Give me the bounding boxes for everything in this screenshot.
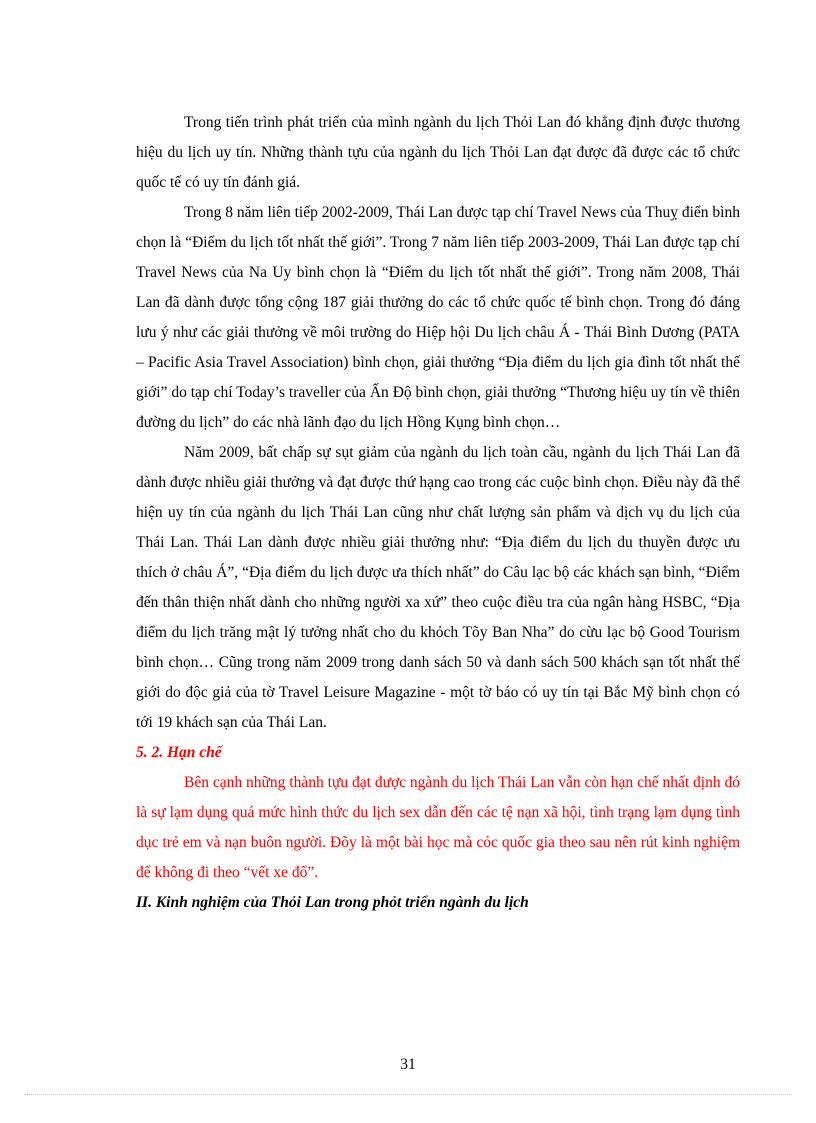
- paragraph-awards-2002-2009: Trong 8 năm liên tiếp 2002-2009, Thái Lan được tạp chí Travel News của Thuỵ điển bình chọn là “Điểm du lịch tốt nhất thế giới”. Trong 7 năm liên tiếp 2003-2009, Thái Lan được tạp chí Travel News của Na Uy bình chọn là “Điểm du lịch tốt nhất thế giới”. Trong năm 2008, Thái Lan đã dành được tổng cộng 187 giải thưởng do các tổ chức quốc tế bình chọn. Trong đó đáng lưu ý như các giải thưởng về môi trường do Hiệp hội Du lịch châu Á - Thái Bình Dương (PATA – Pacific Asia Travel Association) bình chọn, giải thưởng “Địa điểm du lịch gia đình tốt nhất thế giới” do tạp chí Today’s traveller của Ấn Độ bình chọn, giải thưởng “Thương hiệu uy tín về thiên đường du lịch” do các nhà lãnh đạo du lịch Hồng Kụng bình chọn…: [136, 204, 740, 431]
- paragraph-limitations: Bên cạnh những thành tựu đạt được ngành du lịch Thái Lan vẫn còn hạn chế nhất định đó là sự lạm dụng quá mức hình thức du lịch sex dẫn đến các tệ nạn xã hội, tình trạng lạm dụng tình dục trẻ em và nạn buôn người. Đõy là một bài học mà cỏc quốc gia theo sau nên rút kinh nghiệm để không đi theo “vết xe đổ”.: [136, 774, 740, 881]
- paragraph-brand-reputation: Trong tiến trình phát triển của mình ngành du lịch Thỏi Lan đó khẳng định được thương hiệu du lịch uy tín. Những thành tựu của ngành du lịch Thỏi Lan đạt được đã được các tổ chức quốc tế có uy tín đánh giá.: [136, 114, 740, 191]
- paragraph-awards-2009: Năm 2009, bất chấp sự sụt giảm của ngành du lịch toàn cầu, ngành du lịch Thái Lan đã dành được nhiều giải thưởng và đạt được thứ hạng cao trong các cuộc bình chọn. Điều này đã thể hiện uy tín của ngành du lịch Thái Lan cũng như chất lượng sản phẩm và dịch vụ du lịch của Thái Lan. Thái Lan dành được nhiều giải thưởng như: “Địa điểm du lịch du thuyền được ưu thích ở châu Á”, “Địa điểm du lịch được ưa thích nhất” do Câu lạc bộ các khách sạn bình, “Điểm đến thân thiện nhất dành cho những người xa xứ” theo cuộc điều tra của ngân hàng HSBC, “Địa điểm du lịch trăng mật lý tưởng nhất cho du khỏch Tõy Ban Nha” do cừu lạc bộ Good Tourism bình chọn… Cũng trong năm 2009 trong danh sách 50 và danh sách 500 khách sạn tốt nhất thế giới do độc giả của tờ Travel Leisure Magazine - một tờ báo có uy tín tại Bắc Mỹ bình chọn có tới 19 khách sạn của Thái Lan.: [136, 444, 740, 731]
- page-bottom-rule: [24, 1094, 792, 1095]
- section-heading-experience: II. Kinh nghiệm của Thỏi Lan trong phỏt triển ngành du lịch: [136, 894, 529, 911]
- page-number: 31: [400, 1056, 416, 1073]
- page-body: [136, 108, 740, 918]
- section-heading-limitations: 5. 2. Hạn chế: [136, 744, 222, 761]
